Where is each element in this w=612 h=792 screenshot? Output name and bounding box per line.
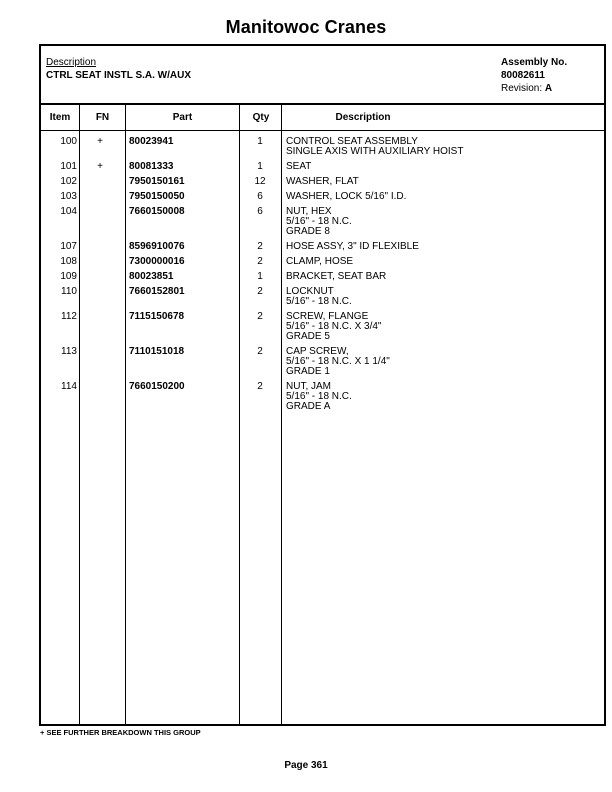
part-number: 80023851 [129,271,174,282]
quantity: 6 [257,206,263,217]
quantity: 2 [257,311,263,322]
revision-caption: Revision: [501,83,543,94]
quantity: 12 [254,176,266,187]
quantity: 2 [257,256,263,267]
column-divider [125,105,126,724]
item-number: 100 [60,136,77,147]
part-description: WASHER, FLAT [286,176,359,187]
revision [501,83,552,94]
item-number: 110 [61,286,77,297]
column-header-part: Part [172,112,193,123]
item-number: 102 [60,176,77,187]
quantity: 2 [257,286,263,297]
page-number: Page 361 [284,760,328,771]
item-number: 114 [61,381,77,392]
item-number: 108 [60,256,77,267]
part-description: CAP SCREW, 5/16" - 18 N.C. X 1 1/4" GRADE 1 [286,346,390,377]
column-header-item: Item [49,112,71,123]
part-description: NUT, HEX 5/16" - 18 N.C. GRADE 8 [286,206,352,237]
assembly-description: CTRL SEAT INSTL S.A. W/AUX [46,70,192,81]
quantity: 2 [257,346,263,357]
part-description: NUT, JAM 5/16" - 18 N.C. GRADE A [286,381,352,412]
quantity: 2 [257,381,263,392]
part-description: SEAT [286,161,312,172]
part-number: 7950150050 [129,191,185,202]
parts-list-frame [39,44,606,726]
column-header-qty: Qty [252,112,270,123]
part-number: 8596910076 [129,241,185,252]
part-number: 7115150678 [129,311,185,322]
item-number: 101 [60,161,77,172]
part-number: 7110151018 [129,346,185,357]
column-header-fn: FN [95,112,110,123]
part-number: 7300000016 [129,256,185,267]
quantity: 1 [257,271,263,282]
fn-marker: + [97,161,103,172]
part-number: 7660152801 [129,286,185,297]
part-number: 7660150200 [129,381,185,392]
part-description: HOSE ASSY, 3" ID FLEXIBLE [286,241,419,252]
column-header-description: Description [335,112,391,123]
part-description: CLAMP, HOSE [286,256,354,267]
revision-value: A [544,83,553,94]
quantity: 6 [257,191,263,202]
item-number: 104 [60,206,77,217]
column-divider [281,105,282,724]
description-caption: Description [46,57,97,68]
assembly-number: 80082611 [501,70,545,81]
fn-marker: + [97,136,103,147]
quantity: 1 [257,136,263,147]
item-number: 107 [60,241,77,252]
part-description: CONTROL SEAT ASSEMBLY SINGLE AXIS WITH AUXILIARY HOIST [286,136,464,157]
assembly-number-caption: Assembly No. [501,57,568,68]
company-title: Manitowoc Cranes [225,17,387,37]
quantity: 2 [257,241,263,252]
item-number: 103 [60,191,77,202]
item-number: 112 [61,311,77,322]
part-number: 7660150008 [129,206,185,217]
footnote: + SEE FURTHER BREAKDOWN THIS GROUP [40,728,201,737]
item-number: 109 [60,271,77,282]
assembly-header [41,46,604,105]
column-divider [79,105,80,724]
part-description: LOCKNUT 5/16" - 18 N.C. [286,286,352,307]
part-number: 7950150161 [129,176,185,187]
item-number: 113 [61,346,77,357]
part-number: 80081333 [129,161,174,172]
quantity: 1 [257,161,263,172]
part-number: 80023941 [129,136,174,147]
part-description: BRACKET, SEAT BAR [286,271,387,282]
part-description: SCREW, FLANGE 5/16" - 18 N.C. X 3/4" GRADE 5 [286,311,382,342]
part-description: WASHER, LOCK 5/16" I.D. [286,191,407,202]
